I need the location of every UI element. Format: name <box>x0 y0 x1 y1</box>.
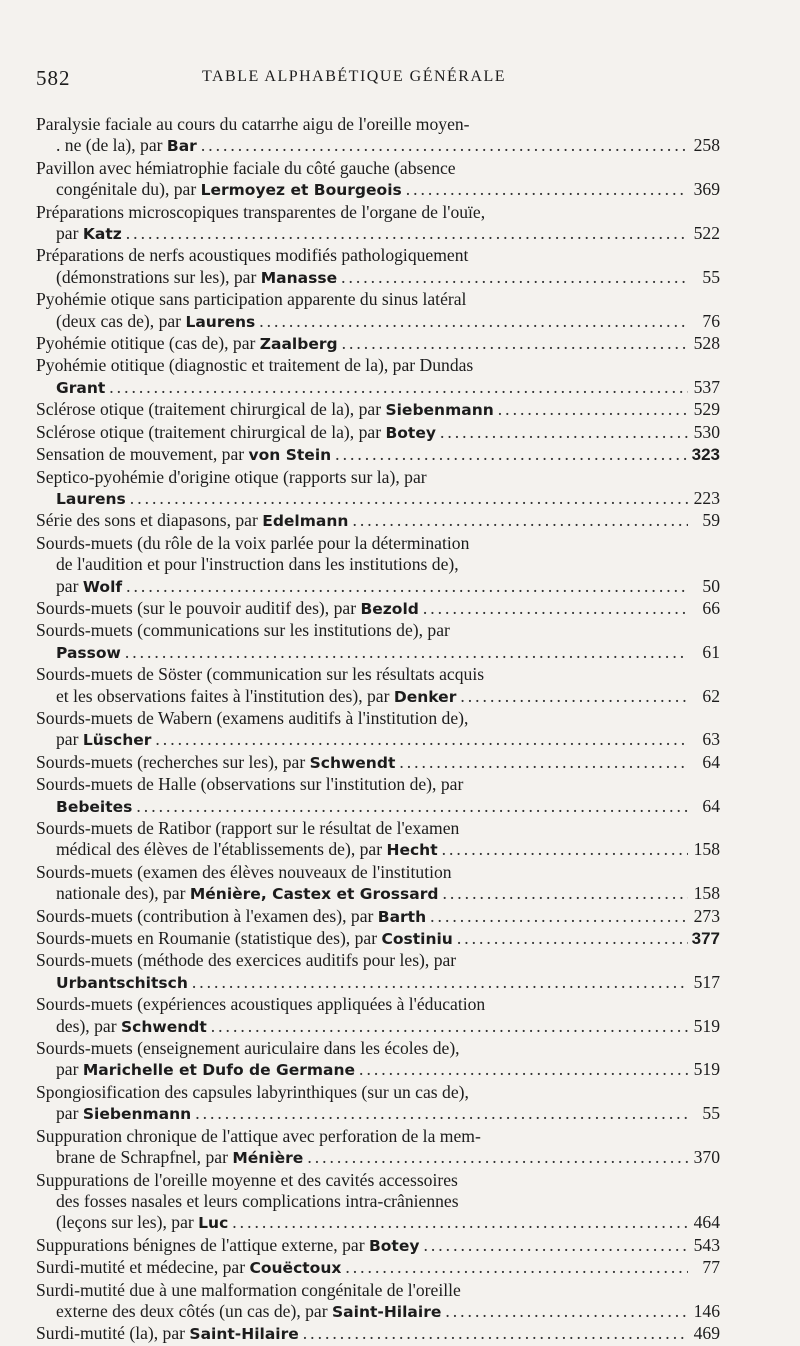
entry-lead <box>56 729 151 751</box>
index-entry <box>36 1082 720 1126</box>
entry-page-number: 61 <box>702 641 720 662</box>
dot-leader <box>399 752 688 773</box>
entry-author: Wolf <box>82 577 123 596</box>
entry-lead <box>56 796 132 818</box>
entry-text: Sclérose otique (traitement chirurgical de la), par <box>36 399 386 420</box>
entry-line: Suppuration chronique de l'attique avec perforation de la mem- <box>36 1125 481 1146</box>
entry-text: brane de Schrapfnel, par <box>56 1147 233 1168</box>
entry-author: Edelmann <box>262 512 349 531</box>
entry-last-line <box>36 1212 720 1234</box>
entry-page-number: 59 <box>702 510 720 531</box>
entry-text: (deux cas de), par <box>56 310 186 331</box>
index-entry <box>36 1038 720 1082</box>
entry-lead <box>56 1016 207 1038</box>
entry-page-number: 50 <box>702 575 720 596</box>
entry-last-line <box>36 598 720 620</box>
entry-page-number: 258 <box>693 135 720 156</box>
dot-leader <box>498 399 688 420</box>
entry-last-line <box>36 576 720 598</box>
dot-leader <box>130 488 688 509</box>
entry-line: Pyohémie otique sans participation apparente du sinus latéral <box>36 289 467 310</box>
entry-lead <box>36 399 494 421</box>
index-entries <box>36 114 720 1346</box>
entry-last-line <box>36 1103 720 1125</box>
entry-last-line <box>36 223 720 245</box>
entry-author: Bar <box>166 137 197 156</box>
entry-text: et les observations faites à l'institution des), par <box>56 685 394 706</box>
entry-last-line <box>36 972 720 994</box>
dot-leader <box>460 686 688 707</box>
entry-line: Pavillon avec hémiatrophie faciale du côté gauche (absence <box>36 157 456 178</box>
entry-page-number: 146 <box>693 1300 720 1321</box>
entry-author: Lermoyez et Bourgeois <box>200 181 402 200</box>
entry-text: par <box>56 575 83 596</box>
dot-leader <box>430 906 688 927</box>
entry-last-line <box>36 1147 720 1169</box>
entry-author: Hecht <box>386 841 438 860</box>
entry-text: médical des élèves de l'établissements de), par <box>56 839 387 860</box>
entry-last-line <box>36 642 720 664</box>
entry-author: Marichelle et Dufo de Germane <box>82 1061 356 1080</box>
entry-last-line <box>36 729 720 751</box>
entry-page-number: 369 <box>693 179 720 200</box>
entry-last-line <box>36 333 720 355</box>
entry-author: Denker <box>393 687 457 706</box>
entry-last-line <box>36 686 720 708</box>
entry-page-number: 377 <box>691 929 720 949</box>
entry-author: von Stein <box>248 446 332 465</box>
entry-lead <box>56 311 255 333</box>
index-entry <box>36 399 720 421</box>
dot-leader <box>201 135 688 156</box>
entry-author: Bebeites <box>56 797 133 816</box>
entry-page-number: 543 <box>693 1234 720 1255</box>
entry-lead <box>56 642 121 664</box>
entry-last-line <box>36 1235 720 1257</box>
running-title: TABLE ALPHABÉTIQUE GÉNÉRALE <box>202 68 507 85</box>
entry-page-number: 273 <box>693 905 720 926</box>
entry-page-number: 528 <box>693 333 720 354</box>
index-entry <box>36 422 720 444</box>
index-entry <box>36 1235 720 1257</box>
entry-text: Sourds-muets en Roumanie (statistique des), par <box>36 928 382 949</box>
entry-line: Préparations de nerfs acoustiques modifiés pathologiquement <box>36 245 469 266</box>
entry-author: Couëctoux <box>249 1259 342 1278</box>
entry-page-number: 63 <box>702 729 720 750</box>
entry-page-number: 370 <box>693 1147 720 1168</box>
entry-author: Botey <box>368 1236 420 1255</box>
entry-text: Surdi-mutité (la), par <box>36 1323 190 1344</box>
entry-author: Luc <box>198 1214 229 1233</box>
index-entry <box>36 708 720 752</box>
entry-lead <box>56 1059 355 1081</box>
dot-leader <box>342 333 688 354</box>
entry-page-number: 55 <box>702 1103 720 1124</box>
entry-lead <box>56 377 105 399</box>
entry-lead <box>56 972 188 994</box>
entry-text: par <box>56 1103 83 1124</box>
entry-last-line <box>36 752 720 774</box>
dot-leader <box>155 729 688 750</box>
dot-leader <box>442 883 688 904</box>
entry-lead <box>56 1212 228 1234</box>
index-entry <box>36 752 720 774</box>
entry-lead <box>56 488 126 510</box>
entry-author: Botey <box>385 423 436 442</box>
entry-author: Siebenmann <box>385 401 494 420</box>
dot-leader <box>307 1147 688 1168</box>
dot-leader <box>457 928 688 949</box>
entry-last-line <box>36 839 720 861</box>
entry-line: Spongiosification des capsules labyrinthiques (sur un cas de), <box>36 1081 469 1102</box>
entry-page-number: 158 <box>693 883 720 904</box>
entry-page-number: 529 <box>693 399 720 420</box>
entry-lead <box>36 444 331 466</box>
index-entry <box>36 444 720 466</box>
entry-line: Paralysie faciale au cours du catarrhe aigu de l'oreille moyen- <box>36 114 470 134</box>
index-entry <box>36 289 720 333</box>
dot-leader <box>303 1323 688 1344</box>
dot-leader <box>423 1235 688 1256</box>
entry-text: nationale des), par <box>56 883 190 904</box>
entry-text: Sensation de mouvement, par <box>36 444 249 465</box>
dot-leader <box>359 1059 688 1080</box>
index-entry <box>36 818 720 862</box>
entry-lead <box>56 1301 441 1323</box>
entry-last-line <box>36 179 720 201</box>
dot-leader <box>406 179 688 200</box>
entry-line: Sourds-muets de Ratibor (rapport sur le résultat de l'examen <box>36 818 460 838</box>
index-entry <box>36 994 720 1038</box>
entry-author: Bezold <box>360 599 419 618</box>
entry-last-line <box>36 1301 720 1323</box>
index-entry <box>36 114 720 158</box>
dot-leader <box>195 1103 688 1124</box>
entry-last-line <box>36 883 720 905</box>
entry-page-number: 158 <box>693 839 720 860</box>
entry-author: Saint-Hilaire <box>189 1325 299 1344</box>
index-entry <box>36 333 720 355</box>
entry-line: Sourds-muets (du rôle de la voix parlée pour la détermination <box>36 532 470 553</box>
entry-lead <box>36 333 338 355</box>
entry-author: Manasse <box>260 268 338 287</box>
index-entry <box>36 533 720 598</box>
entry-lead <box>36 598 419 620</box>
entry-line: Pyohémie otitique (diagnostic et traitement de la), par Dundas <box>36 355 474 376</box>
entry-lead <box>56 839 438 861</box>
dot-leader <box>440 422 688 443</box>
entry-page-number: 66 <box>702 597 720 618</box>
index-entry <box>36 245 720 289</box>
entry-page-number: 77 <box>702 1257 720 1278</box>
entry-line: Sourds-muets (méthode des exercices auditifs pour les), par <box>36 950 457 971</box>
entry-lead <box>56 179 402 201</box>
entry-lead <box>36 1323 299 1345</box>
entry-last-line <box>36 906 720 928</box>
entry-lead <box>56 1147 303 1169</box>
dot-leader <box>211 1016 688 1037</box>
entry-author: Passow <box>56 643 121 662</box>
dot-leader <box>442 839 688 860</box>
dot-leader <box>335 444 687 465</box>
entry-line: Sourds-muets de Halle (observations sur l'institution de), par <box>36 774 464 795</box>
page-number: 582 <box>36 66 71 90</box>
entry-page-number: 62 <box>702 685 720 706</box>
entry-line: Surdi-mutité due à une malformation congénitale de l'oreille <box>36 1279 461 1300</box>
index-entry <box>36 1323 720 1345</box>
entry-lead <box>36 906 426 928</box>
entry-lead <box>36 422 436 444</box>
index-entry <box>36 467 720 511</box>
entry-text: par <box>56 1059 83 1080</box>
entry-author: Laurens <box>185 312 256 331</box>
index-entry <box>36 598 720 620</box>
entry-lead <box>56 1103 191 1125</box>
index-entry <box>36 158 720 202</box>
entry-page-number: 519 <box>693 1015 720 1036</box>
index-entry <box>36 620 720 664</box>
dot-leader <box>341 267 688 288</box>
entry-author: Grant <box>56 378 106 397</box>
entry-lead <box>36 1257 341 1279</box>
entry-page-number: 464 <box>693 1212 720 1233</box>
dot-leader <box>423 598 688 619</box>
index-entry <box>36 664 720 708</box>
entry-text: externe des deux côtés (un cas de), par <box>56 1300 333 1321</box>
entry-page-number: 323 <box>691 445 720 465</box>
entry-lead <box>36 928 453 950</box>
entry-page-number: 469 <box>693 1323 720 1344</box>
entry-text: des), par <box>56 1015 121 1036</box>
entry-page-number: 55 <box>702 266 720 287</box>
entry-line: Sourds-muets (communications sur les institutions de), par <box>36 620 450 641</box>
entry-lead <box>56 267 337 289</box>
index-entry <box>36 774 720 818</box>
entry-text: Sourds-muets (sur le pouvoir auditif des), par <box>36 597 361 618</box>
index-entry <box>36 862 720 906</box>
entry-last-line <box>36 1257 720 1279</box>
entry-text: Suppurations bénignes de l'attique externe, par <box>36 1234 369 1255</box>
entry-last-line <box>36 1016 720 1038</box>
entry-text: (leçons sur les), par <box>56 1212 199 1233</box>
index-entry <box>36 510 720 532</box>
entry-page-number: 530 <box>693 421 720 442</box>
entry-last-line <box>36 488 720 510</box>
dot-leader <box>232 1212 688 1233</box>
entry-lead <box>56 223 122 245</box>
entry-line: Sourds-muets (examen des élèves nouveaux de l'institution <box>36 861 452 882</box>
entry-last-line <box>36 928 720 950</box>
index-entry <box>36 202 720 246</box>
entry-page-number: 522 <box>693 223 720 244</box>
entry-line: Septico-pyohémie d'origine otique (rapports sur la), par <box>36 466 427 487</box>
entry-text: Surdi-mutité et médecine, par <box>36 1257 250 1278</box>
entry-author: Urbantschitsch <box>56 973 188 992</box>
dot-leader <box>136 796 688 817</box>
index-entry <box>36 906 720 928</box>
dot-leader <box>192 972 688 993</box>
entry-author: Schwendt <box>309 753 396 772</box>
index-entry <box>36 928 720 950</box>
entry-text: par <box>56 729 83 750</box>
entry-line: Sourds-muets (expériences acoustiques appliquées à l'éducation <box>36 994 486 1015</box>
page-header <box>36 60 756 90</box>
entry-page-number: 223 <box>693 487 720 508</box>
dot-leader <box>109 377 688 398</box>
entry-text: Sourds-muets (contribution à l'examen des), par <box>36 905 378 926</box>
entry-text: Pyohémie otitique (cas de), par <box>36 333 260 354</box>
index-entry <box>36 1126 720 1170</box>
entry-line: Sourds-muets de Wabern (examens auditifs à l'institution de), <box>36 707 469 728</box>
entry-last-line <box>36 510 720 532</box>
entry-lead <box>36 752 395 774</box>
entry-author: Costiniu <box>381 930 453 949</box>
entry-author: Zaalberg <box>259 335 338 354</box>
entry-page-number: 517 <box>693 971 720 992</box>
entry-text: Sourds-muets (recherches sur les), par <box>36 751 310 772</box>
entry-text: congénitale du), par <box>56 179 201 200</box>
dot-leader <box>345 1257 688 1278</box>
entry-last-line <box>36 1059 720 1081</box>
entry-last-line <box>36 377 720 399</box>
entry-text: (démonstrations sur les), par <box>56 266 261 287</box>
entry-last-line <box>36 267 720 289</box>
index-entry <box>36 1257 720 1279</box>
dot-leader <box>259 311 688 332</box>
index-entry <box>36 355 720 399</box>
dot-leader <box>352 510 688 531</box>
dot-leader <box>445 1301 688 1322</box>
entry-page-number: 537 <box>693 376 720 397</box>
entry-lead <box>36 510 348 532</box>
entry-author: Siebenmann <box>82 1105 192 1124</box>
entry-author: Ménière, Castex et Grossard <box>189 885 439 904</box>
entry-text: Sclérose otique (traitement chirurgical de la), par <box>36 421 386 442</box>
dot-leader <box>125 642 688 663</box>
entry-last-line <box>36 311 720 333</box>
entry-page-number: 64 <box>702 751 720 772</box>
entry-last-line <box>36 135 720 157</box>
entry-lead <box>56 883 438 905</box>
entry-page-number: 64 <box>702 795 720 816</box>
entry-text: Série des sons et diapasons, par <box>36 510 263 531</box>
index-entry <box>36 950 720 994</box>
entry-line: Suppurations de l'oreille moyenne et des cavités accessoires <box>36 1169 458 1190</box>
entry-last-line <box>36 422 720 444</box>
entry-text: par <box>56 223 83 244</box>
entry-last-line <box>36 399 720 421</box>
entry-lead <box>36 1235 419 1257</box>
entry-author: Barth <box>377 907 427 926</box>
entry-line: Préparations microscopiques transparentes de l'organe de l'ouïe, <box>36 201 486 222</box>
entry-last-line <box>36 1323 720 1345</box>
dot-leader <box>126 223 688 244</box>
entry-author: Lüscher <box>82 731 152 750</box>
entry-page-number: 76 <box>702 310 720 331</box>
entry-last-line <box>36 444 720 466</box>
entry-author: Laurens <box>56 489 126 508</box>
dot-leader <box>126 576 688 597</box>
entry-text: . ne (de la), par <box>56 135 167 156</box>
entry-line: de l'audition et pour l'instruction dans les institutions de), <box>56 554 459 575</box>
index-entry <box>36 1170 720 1235</box>
entry-lead <box>56 686 456 708</box>
entry-lead <box>56 135 197 157</box>
entry-line: des fosses nasales et leurs complications intra-crâniennes <box>56 1190 459 1211</box>
entry-last-line <box>36 796 720 818</box>
index-entry <box>36 1280 720 1324</box>
entry-line: Sourds-muets de Söster (communication sur les résultats acquis <box>36 664 485 685</box>
entry-author: Katz <box>82 225 122 244</box>
entry-line: Sourds-muets (enseignement auriculaire dans les écoles de), <box>36 1038 460 1059</box>
entry-lead <box>56 576 122 598</box>
entry-author: Schwendt <box>120 1017 207 1036</box>
entry-author: Ménière <box>232 1149 304 1168</box>
entry-page-number: 519 <box>693 1059 720 1080</box>
entry-author: Saint-Hilaire <box>332 1302 442 1321</box>
